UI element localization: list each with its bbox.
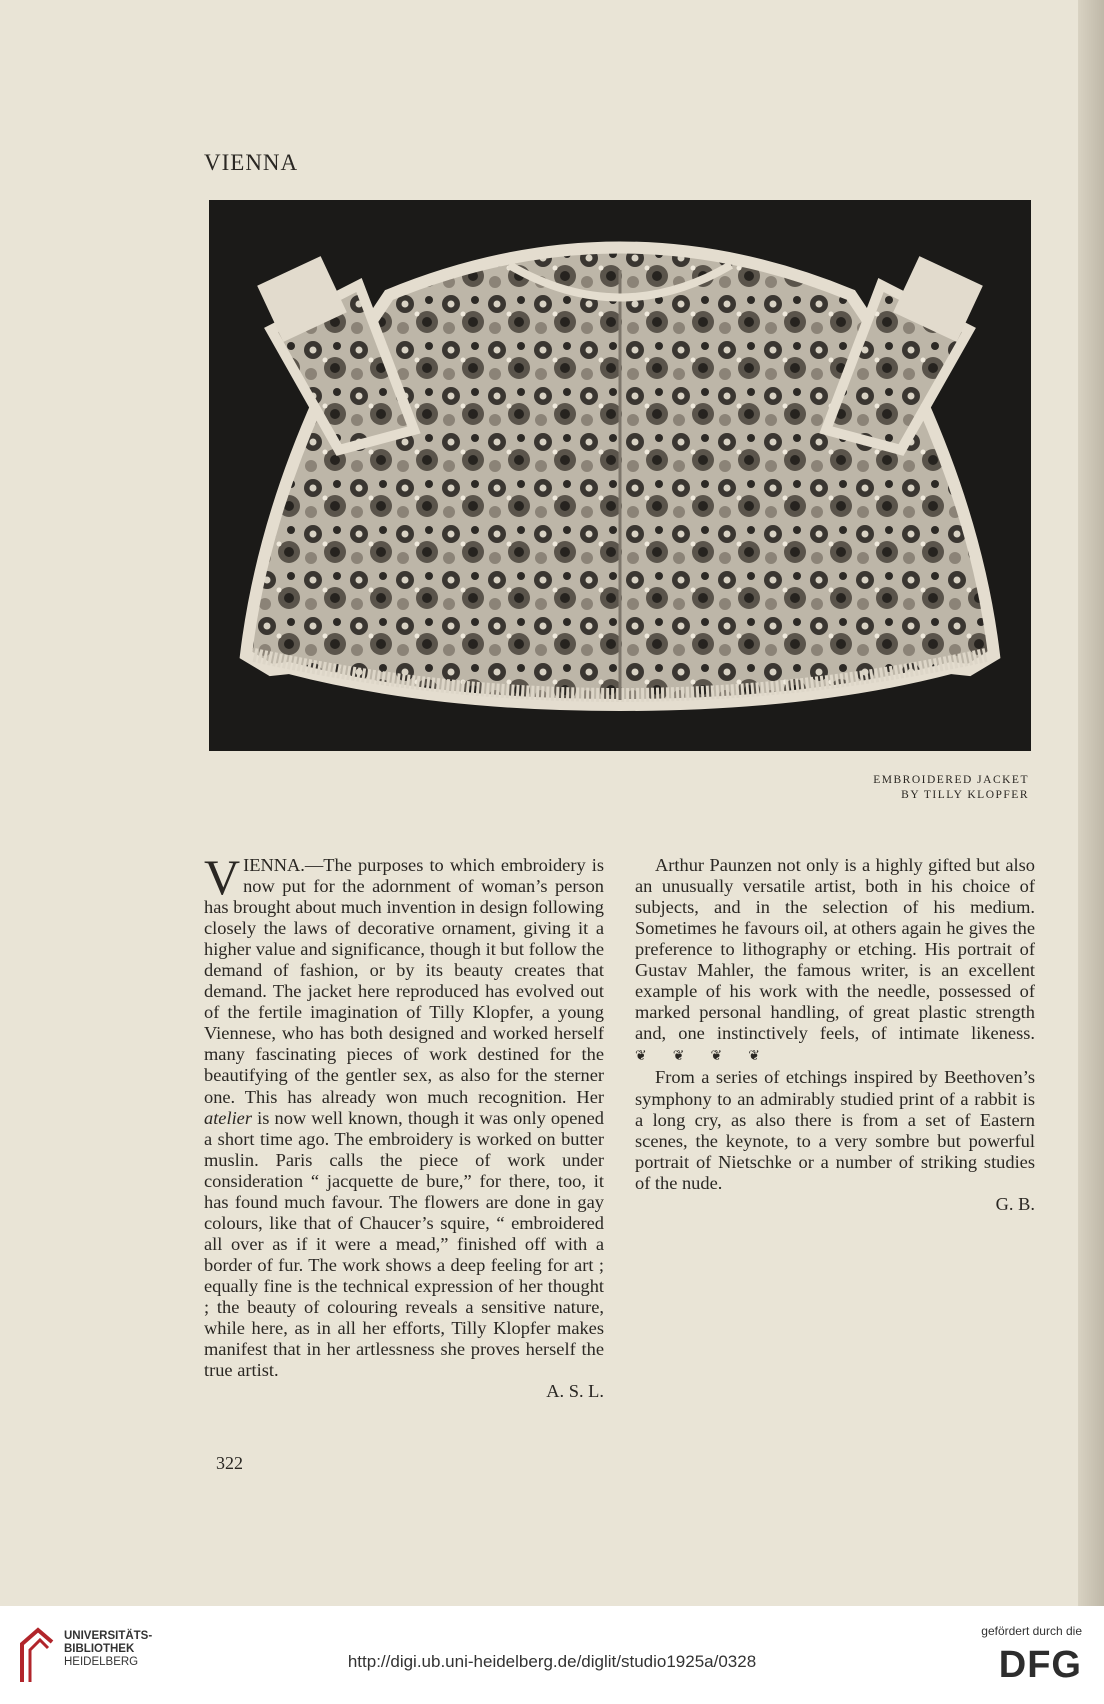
paragraph-etchings-text: From a series of etchings inspired by Beethoven’s symphony to an admirably studied print of a rabbit is a long cry, as also there is from a set of Eastern scenes, the keynote, to a very sombre but powerful portrait of Nietschke or a number of striking studies of the nude. <box>635 1067 1035 1193</box>
article-column-right <box>635 855 1035 1215</box>
caption-title: EMBROIDERED JACKET <box>873 774 1029 786</box>
caption-credit: BY TILLY KLOPFER <box>901 789 1029 801</box>
library-line-1: UNIVERSITÄTS- <box>64 1630 153 1642</box>
paragraph-vienna <box>204 849 604 1402</box>
drop-cap: V <box>204 849 241 905</box>
signature-asl: A. S. L. <box>546 1381 604 1402</box>
article-column-left <box>204 849 604 1402</box>
dfg-logo: DFG <box>998 1644 1082 1686</box>
paragraph-etchings <box>635 1067 1035 1214</box>
library-line-2: BIBLIOTHEK <box>64 1643 135 1655</box>
embroidered-jacket-photo <box>209 200 1031 751</box>
running-title: VIENNA <box>204 150 299 175</box>
paragraph-paunzen <box>635 855 1035 1067</box>
library-line-3: HEIDELBERG <box>64 1656 139 1668</box>
paragraph-vienna-end: is now well known, though it was only opened a short time ago. The embroidery is worked on butter muslin. Paris calls the piece of work under consideration “ jacquette de bure,” for there, too, it has found much favour. The flowers are done in gay colours, like that of Chaucer’s squire, “ embroidered all over as if it were a mead,” finished off with a border of fur. The work shows a deep feeling for art ; equally fine is the technical expression of her thought ; the beauty of colouring reveals a sensitive nature, while here, as in all her efforts, Tilly Klopfer makes manifest that in her artlessness she proves herself the true artist. <box>204 1107 604 1381</box>
figure-caption <box>873 773 1029 803</box>
paragraph-vienna-text: IENNA.—The purposes to which embroidery is now put for the adornment of woman’s person has brought about much invention in design following closely the laws of decorative ornament, giving it a higher value and significance, though it but follow the demand of fashion, or by its beauty creates that demand. The jacket here reproduced has evolved out of the fertile imagination of Tilly Klopfer, a young Viennese, who has both designed and worked herself many fascinating pieces of work destined for the beautifying of the gentler sex, as also for the sterner one. This has already won much recognition. Her <box>204 855 604 1107</box>
funding-note: gefördert durch die <box>981 1624 1082 1638</box>
page-edge <box>1078 0 1104 1606</box>
digitization-footer <box>0 1606 1104 1704</box>
page-number: 322 <box>216 1453 243 1473</box>
paragraph-paunzen-text: Arthur Paunzen not only is a highly gifted but also an unusually versatile artist, both in his choice of subjects, and in the selection of his medium. Sometimes he favours oil, at others again he gives the preference to lithography or etching. His portrait of Gustav Mahler, the famous writer, is an excellent example of his work with the needle, possessed of marked personal handling, of great plastic strength and, one instinctively feels, of intimate likeness. <box>635 855 1035 1044</box>
leaf-ornament: ❦❦❦❦ <box>635 1049 786 1065</box>
source-url-link[interactable]: http://digi.ub.uni-heidelberg.de/diglit/studio1925a/0328 <box>347 1652 757 1671</box>
signature-gb: G. B. <box>995 1193 1035 1214</box>
atelier-italic: atelier <box>204 1107 253 1128</box>
